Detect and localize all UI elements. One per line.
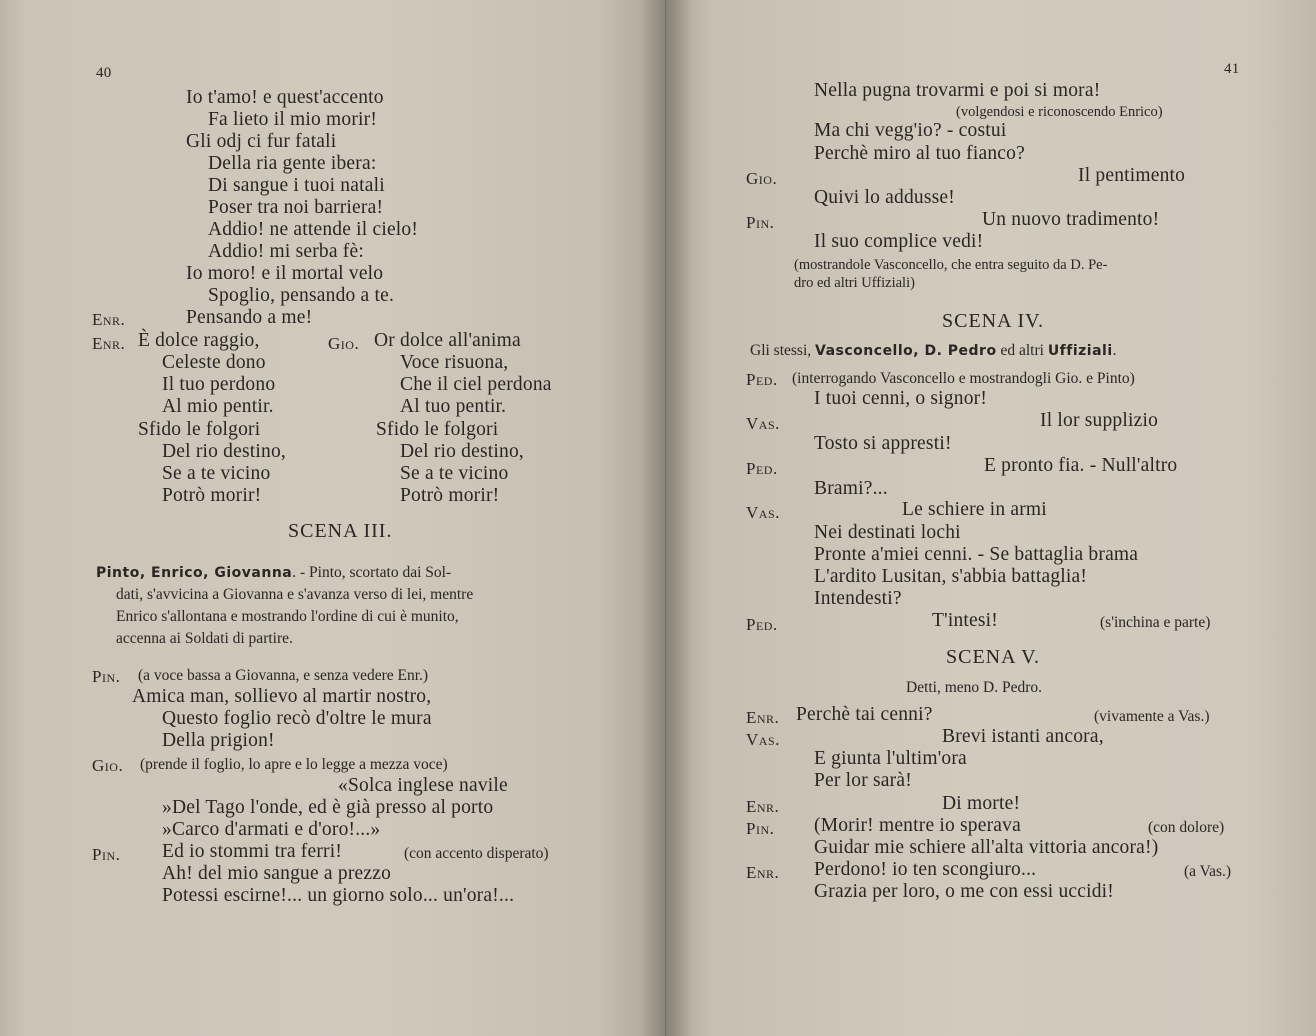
verse-line: Della ria gente ibera: [208, 153, 377, 174]
verse-line: Pronte a'miei cenni. - Se battaglia brama [814, 544, 1139, 565]
verse-line: Io t'amo! e quest'accento [186, 87, 384, 108]
duet-line-enrico: Al mio pentir. [162, 396, 274, 417]
speaker-label: Pin. [746, 213, 775, 232]
stage-direction: (vivamente a Vas.) [1094, 708, 1210, 725]
speaker-label: Gio. [328, 334, 360, 353]
verse-line: «Solca inglese navile [338, 775, 508, 796]
duet-line-giovanna: Se a te vicino [400, 463, 509, 484]
duet-line-enrico: Sfido le folgori [138, 419, 261, 440]
speaker-label: Vas. [746, 730, 780, 749]
stage-direction: dro ed altri Uffiziali) [794, 275, 915, 291]
stage-direction: (volgendosi e riconoscendo Enrico) [956, 104, 1163, 120]
scene-description: Gli stessi, Vasconcello, D. Pedro ed altri Uffiziali. [750, 342, 1117, 359]
speaker-label: Enr. [746, 708, 780, 727]
verse-line: Ed io stommi tra ferri! [162, 841, 343, 862]
verse-line: Le schiere in armi [902, 499, 1047, 520]
verse-line: Fa lieto il mio morir! [208, 109, 378, 130]
verse-line: Il lor supplizio [1040, 410, 1159, 431]
verse-line: Spoglio, pensando a te. [208, 285, 395, 306]
speaker-label: Gio. [746, 169, 778, 188]
speaker-label: Ped. [746, 459, 778, 478]
speaker-label: Enr. [746, 863, 780, 882]
verse-line: Amica man, sollievo al martir nostro, [132, 686, 432, 707]
verse-line: Nei destinati lochi [814, 522, 961, 543]
scene-characters: Pinto, Enrico, Giovanna [96, 565, 293, 581]
verse-line: Di sangue i tuoi natali [208, 175, 385, 196]
verse-line: »Carco d'armati e d'oro!...» [162, 819, 381, 840]
verse-line: Nella pugna trovarmi e poi si mora! [814, 80, 1101, 101]
verse-line: L'ardito Lusitan, s'abbia battaglia! [814, 566, 1088, 587]
duet-line-giovanna: Che il ciel perdona [400, 374, 552, 395]
scene-description-text: Gli stessi, [750, 342, 812, 359]
verse-line: Per lor sarà! [814, 770, 912, 791]
speaker-label: Enr. [746, 797, 780, 816]
verse-line: Io moro! e il mortal velo [186, 263, 384, 284]
duet-line-enrico: Celeste dono [162, 352, 266, 373]
stage-direction: (mostrandole Vasconcello, che entra seguito da D. Pe- [794, 257, 1108, 273]
stage-direction: (interrogando Vasconcello e mostrandogli Gio. e Pinto) [792, 370, 1135, 387]
speaker-label: Pin. [92, 845, 121, 864]
scene-description: accenna ai Soldati di partire. [116, 630, 293, 647]
duet-line-giovanna: Potrò morir! [400, 485, 500, 506]
scene-characters: Vasconcello, D. Pedro [815, 343, 997, 359]
duet-line-enrico: Potrò morir! [162, 485, 262, 506]
scene-heading: SCENA IV. [942, 310, 1044, 332]
stage-direction: (con accento disperato) [404, 845, 549, 862]
verse-line: T'intesi! [932, 610, 998, 631]
duet-line-giovanna: Or dolce all'anima [374, 330, 521, 351]
verse-line: Brami?... [814, 478, 888, 499]
duet-line-giovanna: Voce risuona, [400, 352, 509, 373]
speaker-label: Pin. [92, 667, 121, 686]
verse-line: Addio! ne attende il cielo! [208, 219, 419, 240]
duet-line-giovanna: Sfido le folgori [376, 419, 499, 440]
scene-description [96, 562, 451, 584]
duet-line-enrico: È dolce raggio, [138, 330, 260, 351]
verse-line: Perchè miro al tuo fianco? [814, 143, 1025, 164]
scene-characters: Uffiziali [1047, 343, 1113, 359]
verse-line: Perdono! io ten scongiuro... [814, 859, 1037, 880]
verse-line: »Del Tago l'onde, ed è già presso al porto [162, 797, 494, 818]
verse-line: Poser tra noi barriera! [208, 197, 384, 218]
duet-line-enrico: Del rio destino, [162, 441, 286, 462]
scene-heading: SCENA III. [288, 520, 393, 542]
verse-line: Potessi escirne!... un giorno solo... un'ora!... [162, 885, 515, 906]
scene-description: Enrico s'allontana e mostrando l'ordine di cui è munito, [116, 608, 459, 625]
verse-line: (Morir! mentre io sperava [814, 815, 1021, 836]
verse-line: Di morte! [942, 793, 1021, 814]
verse-line: Il pentimento [1078, 165, 1186, 186]
verse-line: Tosto si appresti! [814, 433, 952, 454]
speaker-label: Enr. [92, 310, 126, 329]
verse-line: Brevi istanti ancora, [942, 726, 1104, 747]
stage-direction: (prende il foglio, lo apre e lo legge a mezza voce) [140, 756, 448, 773]
duet-line-enrico: Il tuo perdono [162, 374, 276, 395]
verse-line: Un nuovo tradimento! [982, 209, 1160, 230]
verse-line: E giunta l'ultim'ora [814, 748, 967, 769]
verse-line: Guidar mie schiere all'alta vittoria ancora!) [814, 837, 1159, 858]
page-number: 40 [96, 65, 112, 81]
verse-line: Addio! mi serba fè: [208, 241, 364, 262]
verse-line: Intendesti? [814, 588, 902, 609]
verse-line: Ma chi vegg'io? - costui [814, 120, 1007, 141]
stage-direction: (s'inchina e parte) [1100, 614, 1211, 631]
verse-line: Questo foglio recò d'oltre le mura [162, 708, 432, 729]
verse-line: Della prigion! [162, 730, 275, 751]
stage-direction: (a voce bassa a Giovanna, e senza vedere Enr.) [138, 667, 429, 684]
right-page [666, 0, 1316, 1036]
scene-description-text: ed altri [1000, 342, 1044, 359]
verse-line: Gli odj ci fur fatali [186, 131, 337, 152]
scene-description: Detti, meno D. Pedro. [906, 679, 1043, 696]
speaker-label: Ped. [746, 615, 778, 634]
speaker-label: Ped. [746, 370, 778, 389]
verse-line: Ah! del mio sangue a prezzo [162, 863, 392, 884]
verse-line: Pensando a me! [186, 307, 313, 328]
speaker-label: Pin. [746, 819, 775, 838]
stage-direction: (a Vas.) [1184, 863, 1232, 880]
duet-line-enrico: Se a te vicino [162, 463, 271, 484]
duet-line-giovanna: Al tuo pentir. [400, 396, 507, 417]
scene-description: dati, s'avvicina a Giovanna e s'avanza verso di lei, mentre [116, 586, 474, 603]
verse-line: Quivi lo addusse! [814, 187, 955, 208]
speaker-label: Enr. [92, 334, 126, 353]
verse-line: E pronto fia. - Null'altro [984, 455, 1178, 476]
verse-line: Perchè tai cenni? [796, 704, 933, 725]
scene-description-text: . - Pinto, scortato dai Sol- [292, 564, 452, 581]
verse-line: Grazia per loro, o me con essi uccidi! [814, 881, 1114, 902]
duet-line-giovanna: Del rio destino, [400, 441, 524, 462]
verse-line: I tuoi cenni, o signor! [814, 388, 988, 409]
stage-direction: (con dolore) [1148, 819, 1225, 836]
verse-line: Il suo complice vedi! [814, 231, 984, 252]
scene-heading: SCENA V. [946, 646, 1040, 668]
speaker-label: Vas. [746, 503, 780, 522]
speaker-label: Gio. [92, 756, 124, 775]
speaker-label: Vas. [746, 414, 780, 433]
page-number: 41 [1224, 61, 1240, 77]
